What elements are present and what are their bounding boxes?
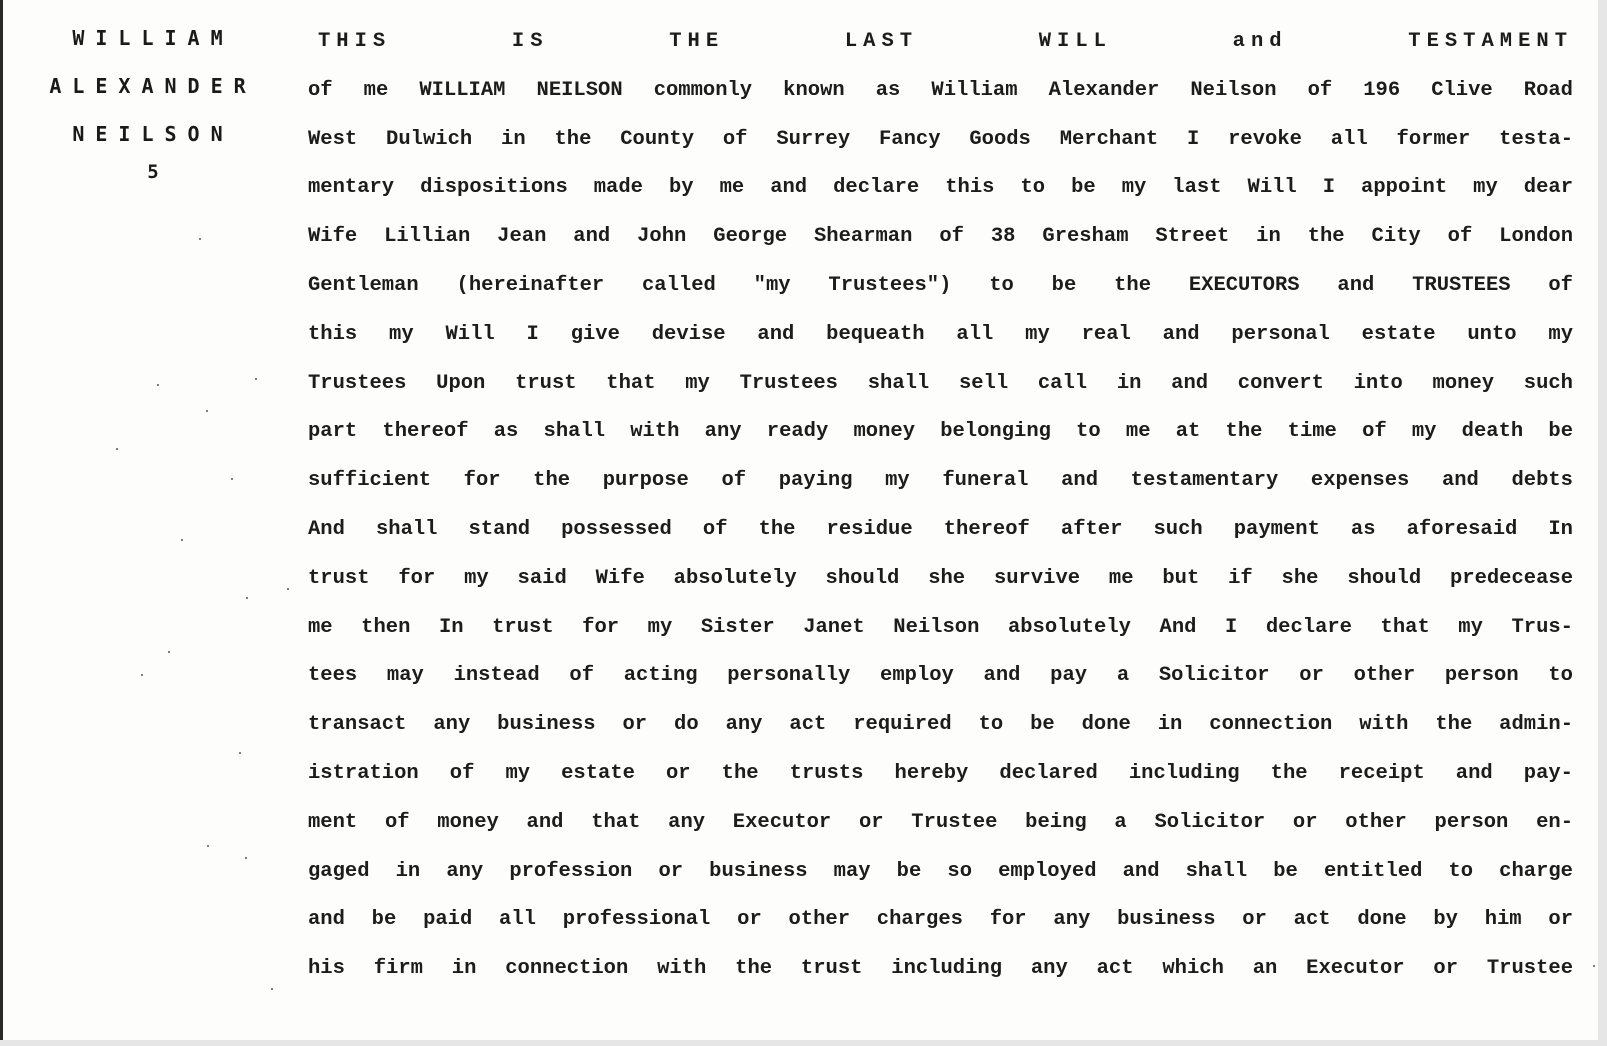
will-line: trust for my said Wife absolutely should she survive me but if she should predecease: [308, 566, 1573, 590]
scan-speck: [199, 238, 201, 240]
margin-name-middle: ALEXANDER: [49, 74, 257, 98]
scan-speck: [157, 384, 159, 386]
scan-speck: [245, 857, 247, 859]
will-line: his firm in connection with the trust including any act which an Executor or Trustee: [308, 957, 1573, 981]
will-line: sufficient for the purpose of paying my funeral and testamentary expenses and debts: [308, 469, 1573, 493]
scan-speck: [287, 588, 289, 590]
scan-speck: [181, 539, 183, 541]
scan-speck: [207, 845, 209, 847]
will-line: mentary dispositions made by me and declare this to be my last Will I appoint my dear: [308, 176, 1573, 200]
will-heading: THIS IS THE LAST WILL and TESTAMENT: [318, 30, 1573, 53]
folio-number: 5: [147, 161, 159, 183]
will-line: of me WILLIAM NEILSON commonly known as William Alexander Neilson of 196 Clive Road: [308, 78, 1573, 102]
scan-speck: [271, 988, 273, 990]
scan-speck: [255, 378, 257, 380]
will-line: Wife Lillian Jean and John George Shearman of 38 Gresham Street in the City of London: [308, 225, 1573, 249]
will-line: Trustees Upon trust that my Trustees shall sell call in and convert into money such: [308, 371, 1573, 395]
scan-speck: [141, 674, 143, 676]
scan-speck: [1593, 965, 1595, 967]
scan-speck: [231, 478, 233, 480]
scan-speck: [246, 597, 248, 599]
will-line: transact any business or do any act required to be done in connection with the admin-: [308, 713, 1573, 737]
will-line: part thereof as shall with any ready money belonging to me at the time of my death be: [308, 420, 1573, 444]
margin-name-last: NEILSON: [72, 122, 234, 146]
scan-speck: [168, 651, 170, 653]
margin-note: [3, 14, 303, 192]
will-body: [308, 18, 1573, 994]
will-line: this my Will I give devise and bequeath all my real and personal estate unto my: [308, 322, 1573, 346]
will-line: istration of my estate or the trusts hereby declared including the receipt and pay-: [308, 761, 1573, 785]
will-line: tees may instead of acting personally employ and pay a Solicitor or other person to: [308, 664, 1573, 688]
will-line: And shall stand possessed of the residue thereof after such payment as aforesaid In: [308, 517, 1573, 541]
will-line: ment of money and that any Executor or Trustee being a Solicitor or other person en-: [308, 810, 1573, 834]
will-line: West Dulwich in the County of Surrey Fancy Goods Merchant I revoke all former testa-: [308, 127, 1573, 151]
will-line: and be paid all professional or other charges for any business or act done by him or: [308, 908, 1573, 932]
will-line: gaged in any profession or business may be so employed and shall be entitled to charge: [308, 859, 1573, 883]
will-line: me then In trust for my Sister Janet Neilson absolutely And I declare that my Trus-: [308, 615, 1573, 639]
will-line: Gentleman (hereinafter called "my Trustees") to be the EXECUTORS and TRUSTEES of: [308, 273, 1573, 297]
scan-speck: [116, 448, 118, 450]
margin-name-first: WILLIAM: [72, 26, 234, 50]
scan-speck: [206, 410, 208, 412]
scan-speck: [239, 752, 241, 754]
